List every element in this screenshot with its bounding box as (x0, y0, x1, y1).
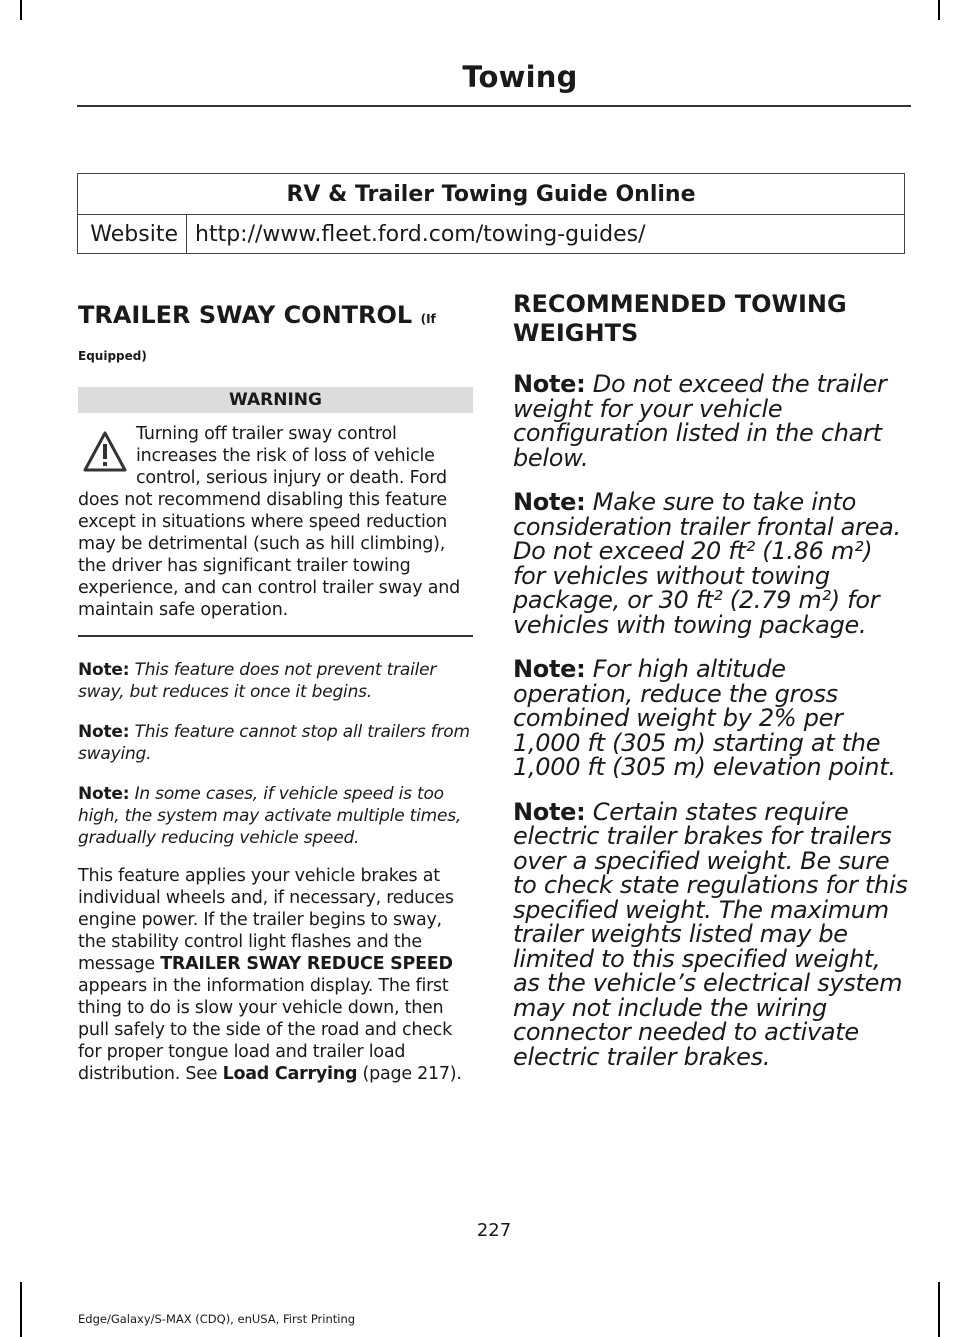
left-column (78, 300, 473, 1085)
crop-mark-bottom-right (938, 1282, 940, 1337)
warning-divider (78, 635, 473, 637)
table-row (78, 215, 905, 254)
note-3: Note: In some cases, if vehicle speed is too high, the system may activate multiple times, gradually reducing vehicle speed. (78, 783, 462, 848)
note-1: Note: This feature does not prevent trailer sway, but reduces it once it begins. (78, 659, 437, 702)
crop-mark-top-left (20, 0, 22, 20)
heading-sub: Equipped) (78, 349, 147, 363)
display-message: TRAILER SWAY REDUCE SPEED (160, 953, 453, 974)
crop-mark-top-right (938, 0, 940, 20)
website-label: Website (78, 215, 187, 254)
warning-box (78, 423, 473, 621)
page-number: 227 (476, 1220, 512, 1241)
warning-title: WARNING (78, 387, 473, 413)
towing-guide-table (77, 173, 905, 254)
note-2: Note: This feature cannot stop all trailers from swaying. (78, 721, 470, 764)
recommended-weights-heading: RECOMMENDED TOWING WEIGHTS (513, 290, 847, 347)
warning-triangle-icon (82, 429, 128, 475)
load-carrying-link[interactable]: Load Carrying (222, 1063, 358, 1084)
right-note-2: Note: Make sure to take into consideration trailer frontal area. Do not exceed 20 ft² (1.86 m²) for vehicles without towing package, or 30 ft² (2.79 m²) for vehicles with towing package. (513, 488, 901, 639)
table-title: RV & Trailer Towing Guide Online (78, 174, 905, 215)
crop-mark-bottom-left (20, 1282, 22, 1337)
right-note-1: Note: Do not exceed the trailer weight for your vehicle configuration listed in the chart below. (513, 370, 887, 472)
right-column (513, 290, 908, 1069)
right-note-3: Note: For high altitude operation, reduce the gross combined weight by 2% per 1,000 ft (305 m) starting at the 1,000 ft (305 m) elevation point. (513, 655, 896, 781)
website-url[interactable]: http://www.fleet.ford.com/towing-guides/ (187, 215, 905, 254)
table-header-row (78, 174, 905, 215)
sway-description: This feature applies your vehicle brakes at individual wheels and, if necessary, reduces engine power. If the trailer begins to sway, the stability control light flashes and the message TRAILER SWAY REDUCE SPEED appears in the information display. The first thing to do is slow your vehicle down, then pull safely to the side of the road and check for proper tongue load and trailer load distribution. See Load Carrying (page 217). (78, 865, 462, 1084)
warning-text: Turning off trailer sway control increases the risk of loss of vehicle control, serious injury or death. Ford does not recommend disabling this feature except in situations where speed reduction may be detrimental (such as hill climbing), the driver has significant trailer towing experience, and can control trailer sway and maintain safe operation. (78, 424, 461, 620)
trailer-sway-heading: TRAILER SWAY CONTROL (If (78, 301, 436, 329)
page-header-title: Towing (462, 60, 578, 94)
right-note-4: Note: Certain states require electric trailer brakes for trailers over a specified weight. Be sure to check state regulations for this specified weight. The maximum trailer weights listed may be limited to this specified weight, as the vehicle’s electrical system may not include the wiring connector needed to activate electric trailer brakes. (513, 797, 908, 1071)
footer-text: Edge/Galaxy/S-MAX (CDQ), enUSA, First Printing (78, 1312, 356, 1326)
header-divider (77, 105, 911, 107)
